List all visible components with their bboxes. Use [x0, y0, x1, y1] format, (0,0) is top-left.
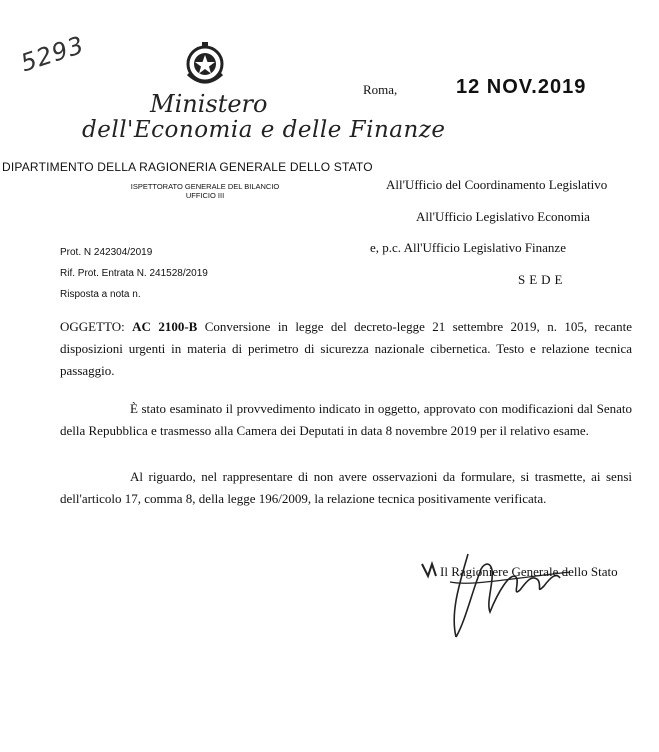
inspectorate [120, 182, 290, 201]
subject-text: Conversione in legge del decreto-legge 21 settembre 2019, n. 105, recante disposizioni urgenti in materia di perimetro di sicurezza nazionale cibernetica. Testo e relazione tecnica passaggio. [60, 319, 632, 378]
addressee-1: All'Ufficio del Coordinamento Legislativo [386, 177, 608, 192]
inspectorate-line1: ISPETTORATO GENERALE DEL BILANCIO [130, 182, 280, 191]
italian-republic-emblem-icon [180, 40, 230, 90]
subject-label: OGGETTO: [60, 319, 125, 334]
prot-number: Prot. N 242304/2019 [60, 247, 153, 258]
department-name: DIPARTIMENTO DELLA RAGIONERIA GENERALE DELLO STATO [2, 160, 373, 174]
inspectorate-line2: UFFICIO III [185, 191, 225, 201]
risposta-nota: Risposta a nota n. [60, 289, 141, 300]
place-label: Roma, [363, 82, 398, 97]
rif-prot-number: Rif. Prot. Entrata N. 241528/2019 [60, 268, 208, 279]
addressee-3: e, p.c. All'Ufficio Legislativo Finanze [370, 240, 566, 255]
handwritten-signature-icon [420, 542, 580, 642]
ministry-name-line1: Ministero [150, 90, 268, 118]
date-stamp: 12 NOV.2019 [456, 76, 587, 98]
subject-paragraph [60, 316, 632, 382]
subject-code: AC 2100-B [132, 319, 198, 334]
signature-title: Il Ragioniere Generale dello Stato [440, 564, 618, 579]
sede-label: SEDE [518, 272, 567, 287]
body-paragraph-1: È stato esaminato il provvedimento indicato in oggetto, approvato con modificazioni dal Senato della Repubblica e trasmesso alla Camera dei Deputati in data 8 novembre 2019 per il relativo esame. [60, 401, 632, 438]
handwritten-protocol-number: 5293 [17, 30, 88, 78]
protocol-references [60, 242, 208, 305]
body-paragraph-2: Al riguardo, nel rappresentare di non avere osservazioni da formulare, si trasmette, ai sensi dell'articolo 17, comma 8, della legge 196/2009, la relazione tecnica positivamente verificata. [60, 469, 632, 506]
addressee-2: All'Ufficio Legislativo Economia [416, 209, 590, 224]
ministry-name-line2: dell'Economia e delle Finanze [82, 117, 446, 143]
